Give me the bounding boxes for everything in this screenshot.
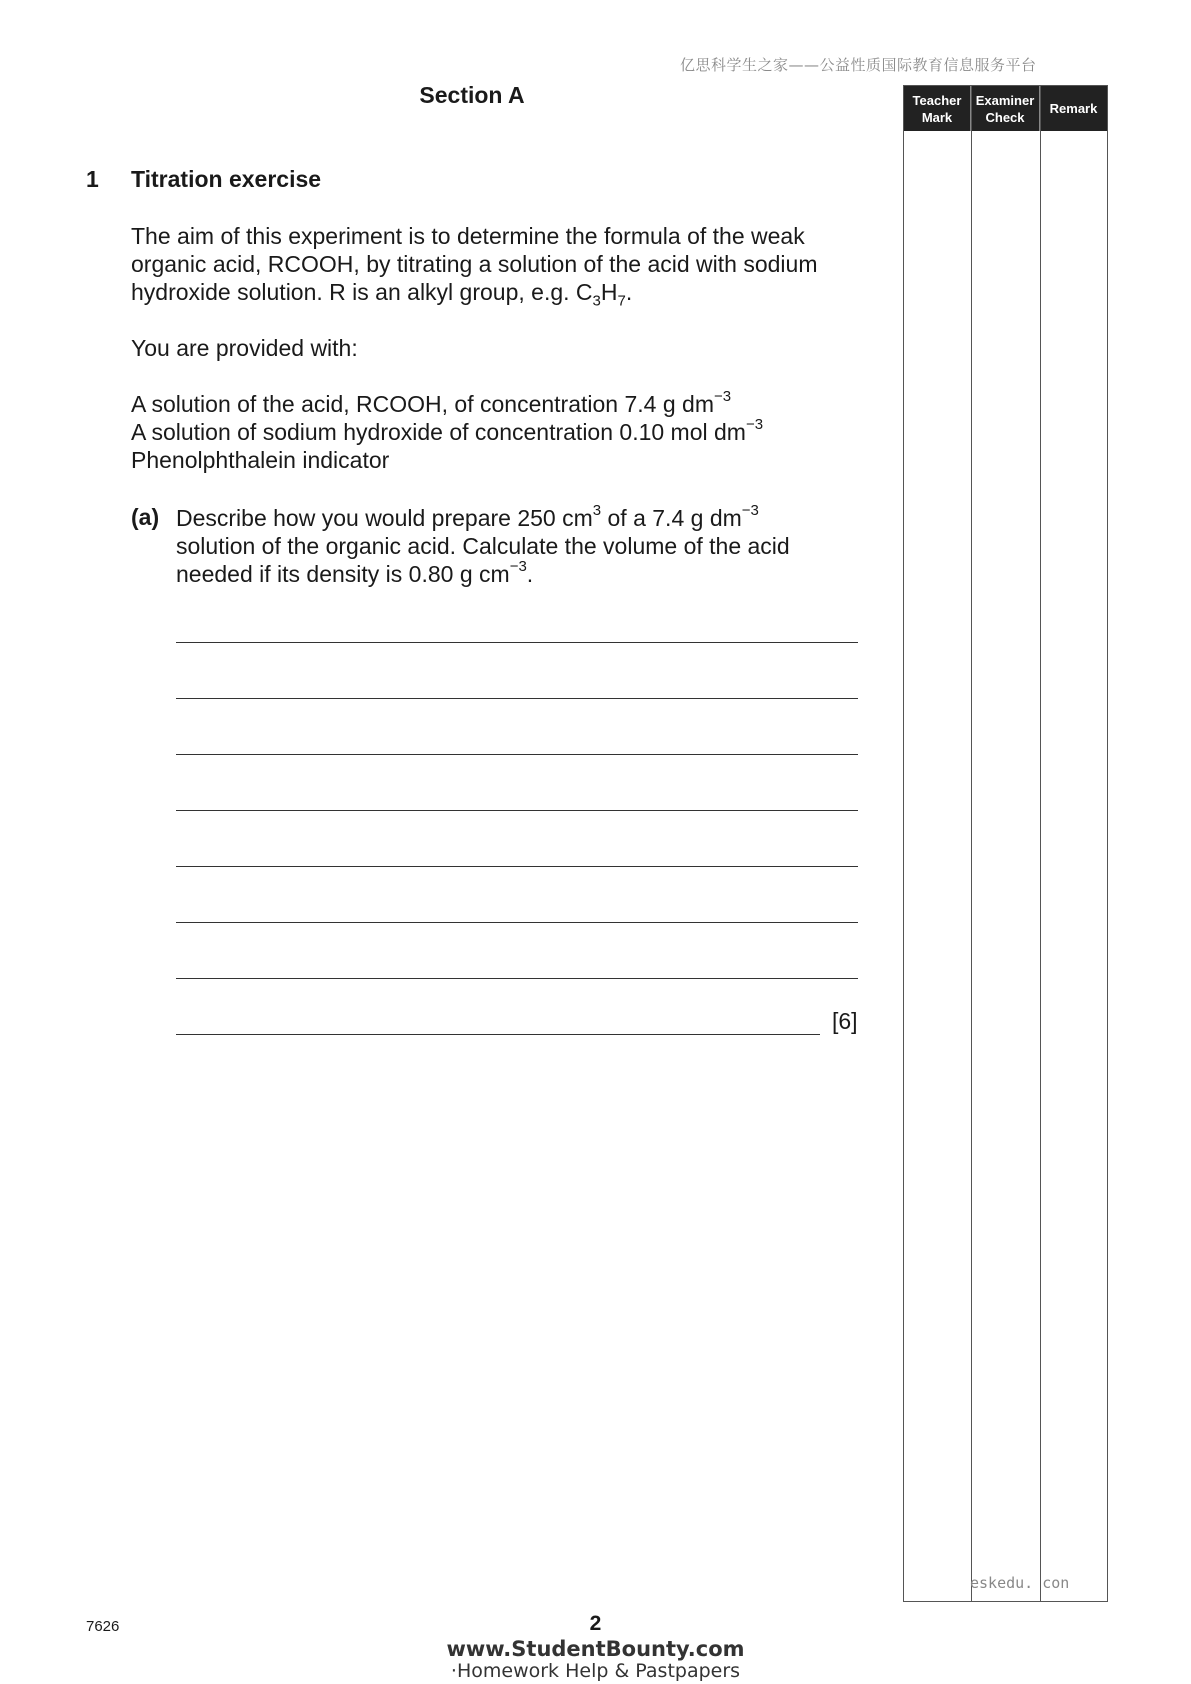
superscript: −3: [713, 388, 732, 406]
remark-header: Remark: [1049, 101, 1098, 116]
provided-heading: You are provided with:: [131, 335, 358, 361]
answer-line[interactable]: [176, 754, 858, 755]
provided-item: [131, 390, 763, 418]
intro-line: organic acid, RCOOH, by titrating a solution of the acid with sodium: [131, 251, 818, 277]
marking-column-header: [904, 86, 1107, 131]
provided-list: [131, 390, 763, 474]
intro-text: H: [600, 279, 618, 305]
answer-line[interactable]: [176, 978, 858, 979]
question-number: 1: [86, 166, 99, 192]
part-a-label: (a): [131, 504, 160, 530]
intro-text: hydroxide solution. R is an alkyl group, e.g. C: [131, 279, 593, 305]
part-a-text-span: of a 7.4 g dm: [601, 505, 742, 531]
part-a-line: [176, 504, 856, 532]
brand-watermark: [0, 1638, 1191, 1682]
part-a-text-span: .: [526, 561, 534, 587]
superscript: −3: [745, 416, 764, 434]
page-number: 2: [589, 1612, 602, 1635]
answer-line[interactable]: [176, 810, 858, 811]
superscript: −3: [741, 502, 759, 520]
brand-url: www.StudentBounty.com: [446, 1637, 745, 1661]
intro-text: .: [625, 279, 633, 305]
subscript: 3: [592, 292, 601, 310]
answer-line[interactable]: [176, 698, 858, 699]
brand-tagline: ·Homework Help & Pastpapers: [450, 1660, 741, 1682]
part-a-text-span: needed if its density is 0.80 g cm: [176, 561, 510, 587]
answer-line[interactable]: [176, 1034, 820, 1035]
section-title: Section A: [419, 82, 525, 108]
superscript: −3: [509, 558, 527, 576]
paper-code: 7626: [86, 1618, 120, 1635]
subscript: 7: [617, 292, 626, 310]
intro-line: [131, 278, 818, 310]
provided-text: A solution of the acid, RCOOH, of concentration 7.4 g dm: [131, 391, 714, 417]
provided-item: [131, 418, 763, 446]
intro-line: The aim of this experiment is to determine the formula of the weak: [131, 223, 805, 249]
answer-line[interactable]: [176, 922, 858, 923]
part-a-line: solution of the organic acid. Calculate the volume of the acid: [176, 533, 790, 559]
teacher-mark-header: Teacher Mark: [904, 86, 971, 131]
provided-text: A solution of sodium hydroxide of concentration 0.10 mol dm: [131, 419, 746, 445]
marking-column: [903, 85, 1108, 1602]
provided-item: Phenolphthalein indicator: [131, 447, 390, 473]
part-a-line: [176, 560, 856, 588]
examiner-check-header: Examiner Check: [971, 86, 1040, 131]
answer-line[interactable]: [176, 866, 858, 867]
answer-line[interactable]: [176, 642, 858, 643]
part-a-text-span: Describe how you would prepare 250 cm: [176, 505, 593, 531]
column-divider: [1040, 86, 1041, 1601]
part-a-text: [176, 504, 856, 588]
marks-allocation: [6]: [832, 1008, 858, 1034]
question-title: Titration exercise: [131, 166, 322, 192]
column-divider: [971, 86, 972, 1601]
top-watermark: 亿思科学生之家——公益性质国际教育信息服务平台: [680, 56, 1037, 74]
corner-watermark: eskedu. con: [970, 1574, 1070, 1592]
superscript: 3: [592, 502, 602, 520]
intro-paragraph: [131, 222, 818, 310]
